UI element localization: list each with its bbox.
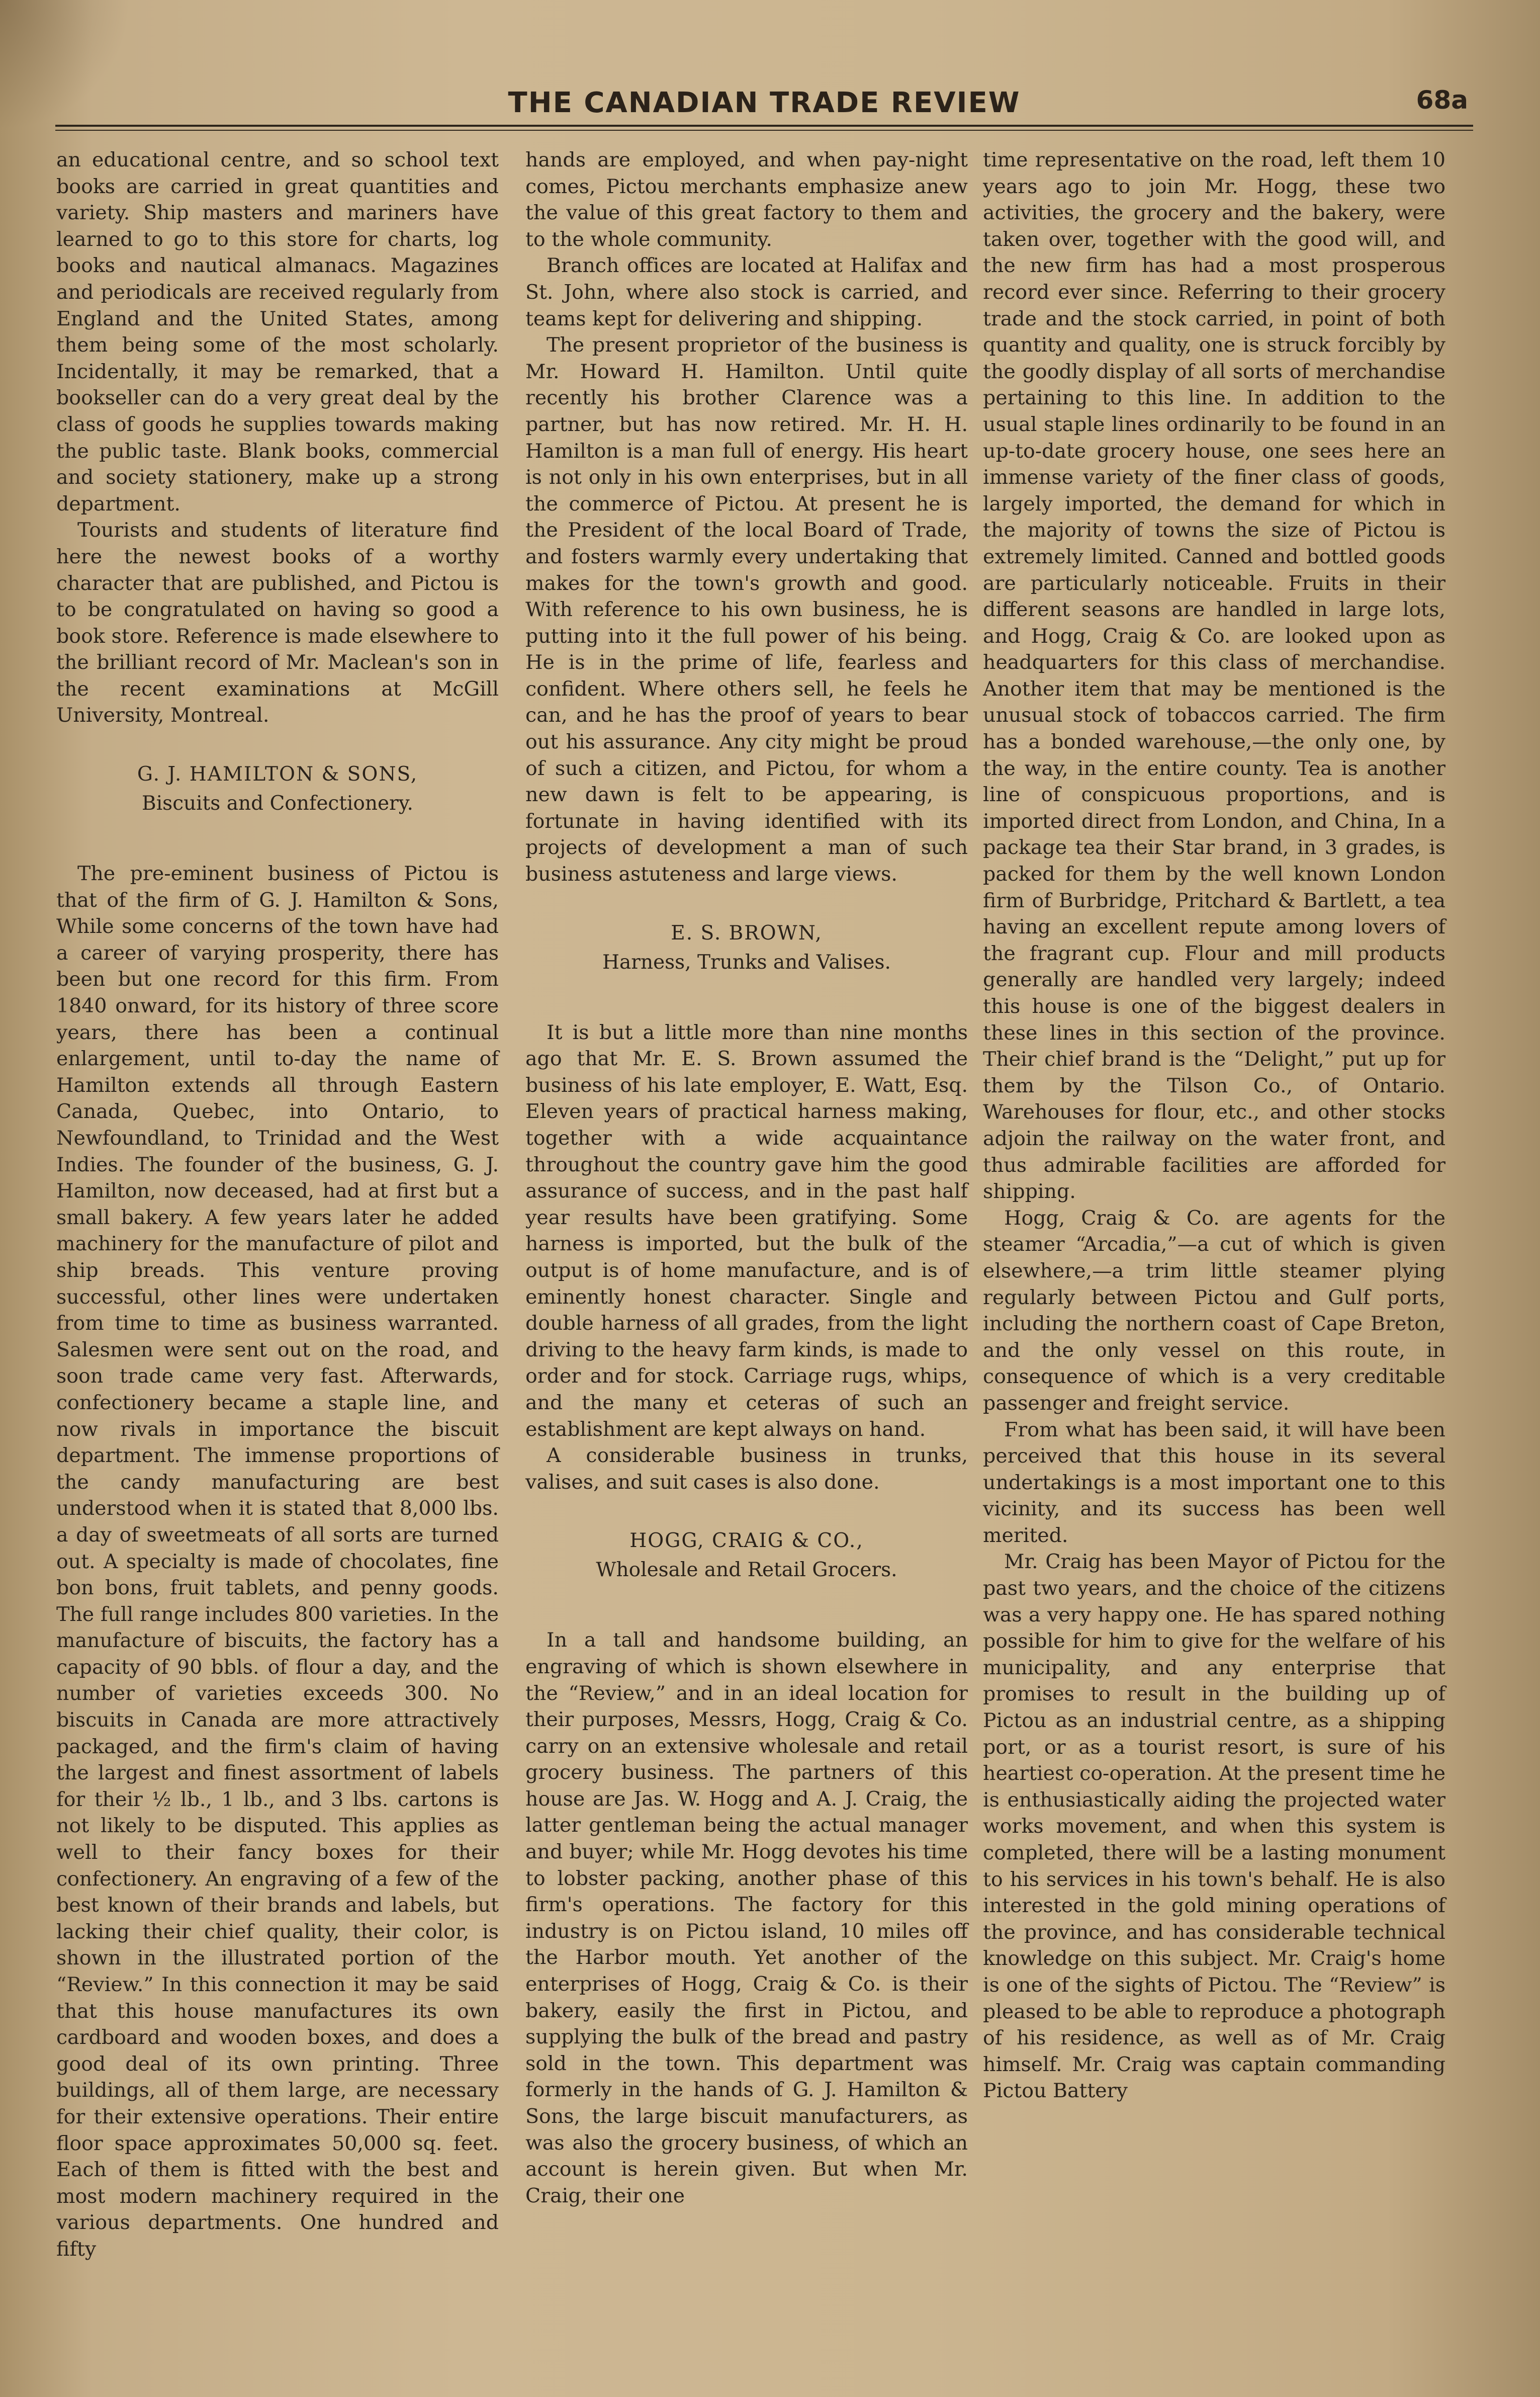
paragraph: In a tall and handsome building, an engraving of which is shown elsewhere in the “Review,” and in an ideal location for their purposes, Messrs, Hogg, Craig & Co. carry on an extensive wholesale and retail grocery business. The partners of this house are Jas. W. Hogg and A. J. Craig, the latter gentleman being the actual manager and buyer; while Mr. Hogg devotes his time to lobster packing, another phase of this firm's operations. The factory for this industry is on Pictou island, 10 miles off the Harbor mouth. Yet another of the enterprises of Hogg, Craig & Co. is their bakery, easily the first in Pictou, and supplying the bulk of the bread and pastry sold in the town. This department was formerly in the hands of G. J. Hamilton & Sons, the large biscuit manufacturers, as was also the grocery business, of which an account is herein given. But when Mr. Craig, their one [525, 1629, 968, 2207]
paragraph: hands are employed, and when pay-night comes, Pictou merchants emphasize anew the value of this great factory to them and to the whole community. [525, 148, 968, 251]
paragraph: It is but a little more than nine months ago that Mr. E. S. Brown assumed the business of his late employer, E. Watt, Esq. Eleven years of practical harness making, together with a wide acquaintance throughout the country gave him the good assurance of success, and in the past half year results have been gratifying. Some harness is imported, but the bulk of the output is of home manufacture, and is of eminently honest character. Single and double harness of all grades, from the light driving to the heavy farm kinds, is made to order and for stock. Carriage rugs, whips, and the many et ceteras of such an establishment are kept always on hand. [525, 1020, 968, 1441]
business-name: G. J. HAMILTON & SONS, [137, 763, 418, 786]
article-column-2 [525, 147, 968, 2209]
paragraph: Tourists and students of literature find here the newest books of a worthy character that are published, and Pictou is to be congratulated on having so good a book store. Reference is made elsewhere to the brilliant record of Mr. Maclean's son in the recent examinations at McGill University, Montreal. [56, 519, 499, 727]
article-column-3 [983, 147, 1445, 2104]
paragraph: Mr. Craig has been Mayor of Pictou for the past two years, and the choice of the citizens was a very happy one. He has spared nothing possible for him to give for the welfare of his municipality, and any enterprise that promises to result in the building up of Pictou as an industrial centre, as a shipping port, or as a tourist resort, is sure of his heartiest co-operation. At the present time he is enthusiastically aiding the projected water works movement, and when this system is completed, there will be a lasting monument to his services in his town's behalf. He is also interested in the gold mining operations of the province, and has considerable technical knowledge on this subject. Mr. Craig's home is one of the sights of Pictou. The “Review” is pleased to be able to reproduce a photograph of his residence, as well as of Mr. Craig himself. Mr. Craig was captain commanding Pictou Battery [983, 1550, 1445, 2103]
paragraph: Hogg, Craig & Co. are agents for the steamer “Arcadia,”—a cut of which is given elsewhere,—a trim little steamer plying regularly between Pictou and Gulf ports, including the northern coast of Cape Breton, and the only vessel on this route, in consequence of which is a very creditable passenger and freight service. [983, 1206, 1445, 1415]
paragraph: an educational centre, and so school text books are carried in great quantities and variety. Ship masters and mariners have learned to go to this store for charts, log books and nautical almanacs. Magazines and periodicals are received regularly from England and the United States, among them being some of the most scholarly. Incidentally, it may be remarked, that a bookseller can do a very great deal by the class of goods he supplies towards making the public taste. Blank books, commercial and society stationery, make up a strong department. [56, 148, 499, 516]
business-description: Wholesale and Retail Grocers. [596, 1559, 897, 1582]
section-heading [525, 1526, 968, 1585]
header-rule-thick [55, 125, 1473, 127]
business-name: HOGG, CRAIG & CO., [629, 1529, 864, 1553]
article-column-1 [56, 147, 499, 2263]
business-description: Harness, Trunks and Valises. [602, 951, 891, 974]
paragraph: The present proprietor of the business is Mr. Howard H. Hamilton. Until quite recently his brother Clarence was a partner, but has now retired. Mr. H. H. Hamilton is a man full of energy. His heart is not only in his own enterprises, but in all the commerce of Pictou. At present he is the President of the local Board of Trade, and fosters warmly every undertaking that makes for the town's growth and good. With reference to his own business, he is putting into it the full power of his being. He is in the prime of life, fearless and confident. Where others sell, he feels he can, and he has the proof of years to bear out his assurance. Any city might be proud of such a citizen, and Pictou, for whom a new dawn is felt to be appearing, is fortunate in having identified with its projects of development a man of such business astuteness and large views. [525, 333, 968, 886]
business-name: E. S. BROWN, [671, 921, 823, 945]
page-header [55, 80, 1473, 121]
publication-title: THE CANADIAN TRADE REVIEW [508, 87, 1021, 119]
paragraph: Branch offices are located at Halifax and St. John, where also stock is carried, and teams kept for delivering and shipping. [525, 254, 968, 330]
paragraph: From what has been said, it will have been perceived that this house in its several undertakings is a most important one to this vicinity, and its success has been well merited. [983, 1418, 1445, 1547]
business-description: Biscuits and Confectionery. [142, 792, 413, 815]
paragraph: time representative on the road, left them 10 years ago to join Mr. Hogg, these two activities, the grocery and the bakery, were taken over, together with the good will, and the new firm has had a most prosperous record ever since. Referring to their grocery trade and the stock carried, in point of both quantity and quality, one is struck forcibly by the goodly display of all sorts of merchandise pertaining to this line. In addition to the usual staple lines ordinarily to be found in an up-to-date grocery house, one sees here an immense variety of the finer class of goods, largely imported, the demand for which in the majority of towns the size of Pictou is extremely limited. Canned and bottled goods are particularly noticeable. Fruits in their different seasons are handled in large lots, and Hogg, Craig & Co. are looked upon as headquarters for this class of merchandise. Another item that may be mentioned is the unusual stock of tobaccos carried. The firm has a bonded warehouse,—the only one, by the way, in the entire county. Tea is another line of conspicuous proportions, and is imported direct from London, and China, In a package tea their Star brand, in 3 grades, is packed for them by the well known London firm of Burbridge, Pritchard & Bartlett, a tea having an excellent repute among lovers of the fragrant cup. Flour and mill products generally are handled very largely; indeed this house is one of the biggest dealers in these lines in this section of the province. Their chief brand is the “Delight,” put up for them by the Tilson Co., of Ontario. Warehouses for flour, etc., and other stocks adjoin the railway on the water front, and thus admirable facilities are afforded for shipping. [983, 148, 1445, 1204]
paragraph: A considerable business in trunks, valises, and suit cases is also done. [525, 1444, 968, 1494]
page-number: 68a [1416, 85, 1468, 115]
paragraph: The pre-eminent business of Pictou is that of the firm of G. J. Hamilton & Sons, While some concerns of the town have had a career of varying prosperity, there has been but one record for this firm. From 1840 onward, for its history of three score years, there has been a continual enlargement, until to-day the name of Hamilton extends all through Eastern Canada, Quebec, into Ontario, to Newfoundland, to Trinidad and the West Indies. The founder of the business, G. J. Hamilton, now deceased, had at first but a small bakery. A few years later he added machinery for the manufacture of pilot and ship breads. This venture proving successful, other lines were undertaken from time to time as business warranted. Salesmen were sent out on the road, and soon trade came very fast. Afterwards, confectionery became a staple line, and now rivals in importance the biscuit department. The immense proportions of the candy manufacturing are best understood when it is stated that 8,000 lbs. a day of sweetmeats of all sorts are turned out. A specialty is made of chocolates, fine bon bons, fruit tablets, and penny goods. The full range includes 800 varieties. In the manufacture of biscuits, the factory has a capacity of 90 bbls. of flour a day, and the number of varieties exceeds 300. No biscuits in Canada are more attractively packaged, and the firm's claim of having the largest and finest assortment of labels for their ½ lb., 1 lb., and 3 lbs. cartons is not likely to be disputed. This applies as well to their fancy boxes for their confectionery. An engraving of a few of the best known of their brands and labels, but lacking their chief quality, their color, is shown in the illustrated portion of the “Review.” In this connection it may be said that this house manufactures its own cardboard and wooden boxes, and does a good deal of its own printing. Three buildings, all of them large, are necessary for their extensive operations. Their entire floor space approximates 50,000 sq. feet. Each of them is fitted with the best and most modern machinery required in the various departments. One hundred and fifty [56, 862, 499, 2261]
header-rule-thin [55, 130, 1473, 131]
section-heading [525, 919, 968, 977]
section-heading [56, 760, 499, 818]
